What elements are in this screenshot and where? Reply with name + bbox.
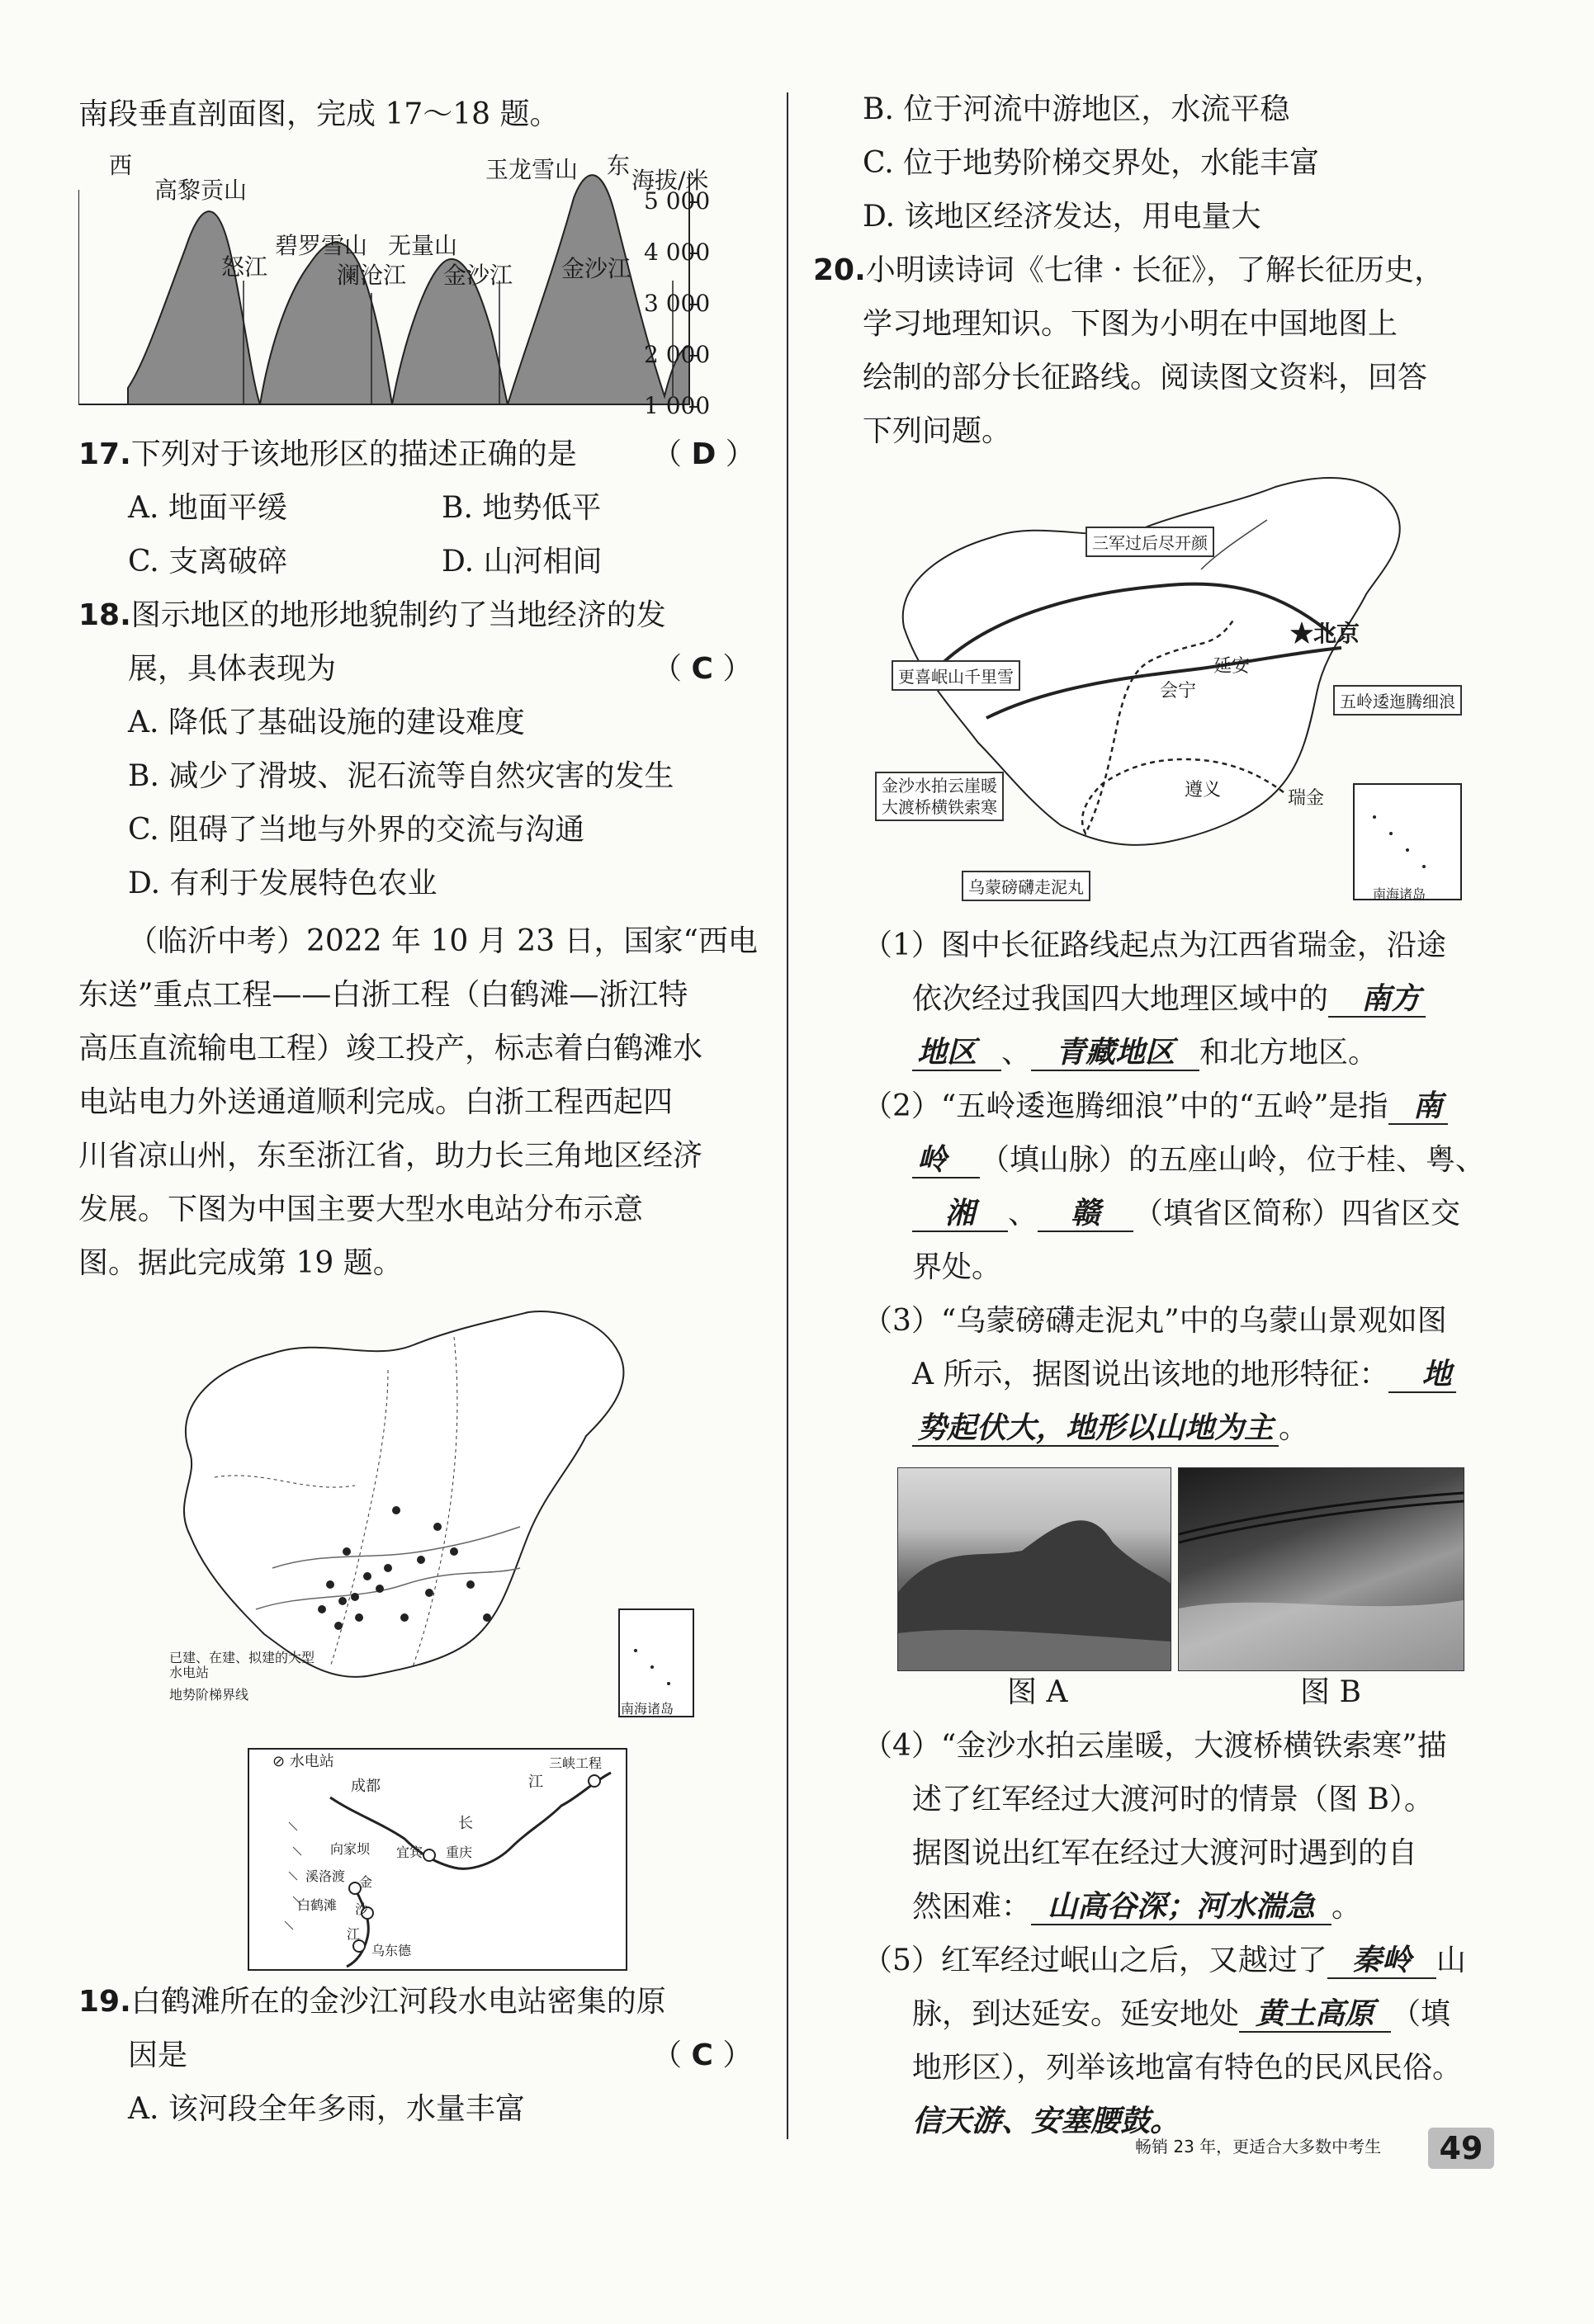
river-jinsha-1: 金沙江	[443, 262, 513, 289]
q19-stem-line1	[78, 1985, 666, 2019]
q18-option-d: D. 有利于发展特色农业	[128, 867, 438, 900]
sub2-answer-1b: 岭	[912, 1143, 980, 1179]
detail-legend	[272, 1754, 334, 1771]
sub1-answer-2: 青藏地区	[1031, 1036, 1199, 1071]
sub1-line2	[912, 982, 1426, 1018]
sub4-answer: 山高谷深；河水湍急	[1031, 1890, 1331, 1925]
q20-stem-line2: 学习地理知识。下图为小明在中国地图上	[863, 307, 1398, 341]
q20-stem-line4: 下列问题。	[863, 414, 1012, 448]
q17-option-b: B. 地势低平	[442, 491, 602, 525]
sub2-line3-text: （填省区简称）四省区交	[1133, 1197, 1461, 1230]
place-baihetan: 白鹤滩	[297, 1897, 338, 1913]
photo-a-wumeng	[897, 1467, 1171, 1671]
q17-option-d: D. 山河相间	[442, 545, 603, 579]
sub5-answer-1: 秦岭	[1327, 1944, 1436, 1979]
place-xiluodu: 溪洛渡	[305, 1868, 346, 1884]
passage-line-6: 发展。下图为中国主要大型水电站分布示意	[78, 1193, 644, 1226]
hydro-station-icon: ⊘	[272, 1753, 290, 1770]
tick-2000: 2 000	[644, 341, 711, 368]
peak-gaoligong: 高黎贡山	[154, 177, 248, 204]
sub5-line1-tail: 山	[1436, 1944, 1466, 1977]
river-lancang: 澜沧江	[337, 262, 407, 289]
place-sha: 沙	[355, 1901, 369, 1917]
altitude-axis-title: 海拔/米	[631, 167, 709, 194]
place-nanhai: 南海诸岛	[1373, 886, 1426, 902]
q18-answer-box: （ C ）	[652, 652, 753, 686]
q18-stem-text: 图示地区的地形地貌制约了当地经济的发	[130, 598, 666, 632]
q18-option-c: C. 阻碍了当地与外界的交流与沟通	[128, 813, 585, 847]
q17-answer: D	[691, 437, 717, 471]
peak-biluo: 碧罗雪山	[275, 232, 368, 259]
q19-number: 19.	[78, 1985, 131, 2019]
sub5-line1-text: （5）红军经过岷山之后，又越过了	[863, 1944, 1327, 1977]
sub1-sep: 、	[1001, 1036, 1032, 1070]
q19-option-d: D. 该地区经济发达，用电量大	[863, 200, 1261, 234]
page-number: 49	[1428, 2128, 1494, 2169]
river-nu: 怒江	[221, 253, 268, 281]
q18-option-a: A. 降低了基础设施的建设难度	[128, 706, 525, 739]
q19-option-c: C. 位于地势阶梯交界处，水能丰富	[863, 146, 1320, 180]
peak-wuliang: 无量山	[388, 232, 458, 259]
photo-b-caption: 图 B	[1300, 1675, 1361, 1709]
sub5-line3: 地形区），列举该地富有特色的民风民俗。	[912, 2051, 1463, 2085]
q17-option-c: C. 支离破碎	[128, 545, 288, 579]
place-beijing: ★北京	[1290, 620, 1360, 647]
sub5-answer-3: 信天游、安塞腰鼓。	[912, 2104, 1180, 2138]
q19-stem-line2: 因是	[128, 2038, 188, 2072]
sub2-line1-text: （2）“五岭逶迤腾细浪”中的“五岭”是指	[863, 1089, 1388, 1123]
q20-number: 20.	[813, 253, 866, 287]
passage-line-1: （临沂中考）2022 年 10 月 23 日，国家“西电	[128, 924, 758, 958]
sub3-line1: （3）“乌蒙磅礴走泥丸”中的乌蒙山景观如图	[863, 1304, 1447, 1338]
passage-line-5: 川省凉山州，东至浙江省，助力长三角地区经济	[78, 1139, 703, 1173]
profile-intro: 南段垂直剖面图，完成 17～18 题。	[78, 97, 560, 131]
place-jiang-2: 江	[347, 1926, 361, 1942]
place-jiang: 江	[528, 1774, 543, 1791]
q18-answer: C	[691, 652, 713, 686]
sub2-answer-2: 湘	[912, 1197, 1008, 1232]
river-jinsha-2: 金沙江	[561, 255, 631, 282]
passage-line-3: 高压直流输电工程）竣工投产，标志着白鹤滩水	[78, 1032, 703, 1065]
sub5-line2-tail: （填	[1391, 1997, 1451, 2031]
photo-b-dadu	[1178, 1467, 1464, 1671]
hydro-legend-star: 已建、在建、拟建的大型水电站	[169, 1650, 315, 1681]
sub5-line1	[863, 1944, 1466, 1979]
q18-option-b: B. 减少了滑坡、泥石流等自然灾害的发生	[128, 759, 674, 793]
passage-line-4: 电站电力外送通道顺利完成。白浙工程西起四	[78, 1085, 674, 1119]
q17-stem	[78, 437, 577, 471]
sub2-answer-1a: 南	[1388, 1089, 1448, 1125]
sub2-sep: 、	[1008, 1197, 1038, 1230]
place-chengdu: 成都	[351, 1778, 381, 1795]
place-zunyi: 遵义	[1185, 780, 1222, 801]
sub4-line3: 据图说出红军在经过大渡河时遇到的自	[912, 1836, 1418, 1870]
q18-stem-line1	[78, 598, 666, 632]
q18-stem-line2: 展，具体表现为	[128, 652, 337, 686]
footer-slogan: 畅销 23 年，更适合大多数中考生	[1135, 2137, 1382, 2156]
label-jinsha: 金沙水拍云崖暖	[882, 776, 997, 796]
sub4-line2: 述了红军经过大渡河时的情景（图 B）。	[912, 1783, 1434, 1816]
sub5-line2-text: 脉，到达延安。延安地处	[912, 1997, 1240, 2031]
sub1-line1: （1）图中长征路线起点为江西省瑞金，沿途	[863, 928, 1446, 962]
place-ruijin: 瑞金	[1288, 788, 1325, 809]
east-label: 东	[607, 152, 631, 179]
peak-yulong: 玉龙雪山	[485, 156, 579, 183]
tick-4000: 4 000	[644, 239, 711, 266]
sub3-end: 。	[1279, 1411, 1309, 1445]
q17-stem-text: 下列对于该地形区的描述正确的是	[130, 437, 577, 471]
sub2-line3	[912, 1197, 1460, 1232]
label-jinsha-dadu	[875, 772, 1004, 821]
sub1-line3-text: 和北方地区。	[1199, 1036, 1379, 1070]
sub4-line4-text: 然困难：	[912, 1890, 1032, 1924]
passage-line-7: 图。据此完成第 19 题。	[78, 1246, 403, 1280]
tick-1000: 1 000	[644, 392, 711, 419]
place-huining: 会宁	[1160, 681, 1197, 701]
place-xiangjiaba: 向家坝	[330, 1841, 371, 1857]
q19-answer-box: （ C ）	[652, 2038, 753, 2072]
q18-number: 18.	[78, 598, 131, 632]
sub1-line2-text: 依次经过我国四大地理区域中的	[912, 982, 1329, 1016]
west-label: 西	[109, 152, 133, 179]
sub2-line2-text: （填山脉）的五座山岭，位于桂、粤、	[980, 1143, 1486, 1177]
q19-option-a: A. 该河段全年多雨，水量丰富	[128, 2092, 525, 2126]
q19-answer: C	[691, 2038, 713, 2072]
label-dadu: 大渡桥横铁索寒	[882, 797, 997, 817]
place-sanxia: 三峡工程	[549, 1755, 603, 1771]
sub4-line4	[912, 1890, 1361, 1925]
hydro-inset-label: 南海诸岛	[621, 1701, 674, 1717]
sub5-line2	[912, 1997, 1450, 2033]
detail-legend-text: 水电站	[289, 1753, 334, 1770]
q17-option-a: A. 地面平缓	[128, 491, 287, 525]
label-minshan: 更喜岷山千里雪	[892, 660, 1020, 691]
tick-3000: 3 000	[644, 290, 711, 317]
place-wudongde: 乌东德	[371, 1943, 412, 1958]
place-jin: 金	[359, 1874, 373, 1890]
photo-a-caption: 图 A	[1007, 1675, 1068, 1709]
q20-stem-line1	[813, 253, 1444, 287]
label-wumeng: 乌蒙磅礴走泥丸	[962, 871, 1090, 901]
q20-stem-line3: 绘制的部分长征路线。阅读图文资料，回答	[863, 361, 1428, 394]
sub3-line2	[912, 1358, 1456, 1393]
q19-stem-text: 白鹤滩所在的金沙江河段水电站密集的原	[130, 1985, 666, 2019]
label-wuling: 五岭逶迤腾细浪	[1333, 685, 1462, 716]
sub5-answer-2: 黄土高原	[1239, 1997, 1391, 2033]
q17-answer-box: （ D ）	[652, 437, 755, 471]
sub1-line3	[912, 1036, 1378, 1071]
sub1-answer-1b: 地区	[912, 1036, 1001, 1071]
place-chang: 长	[458, 1815, 473, 1832]
tick-5000: 5 000	[644, 187, 711, 215]
sub1-answer-1a: 南方	[1328, 982, 1426, 1018]
place-yanan: 延安	[1213, 656, 1251, 677]
jinsha-detail-map	[248, 1748, 627, 1971]
place-yibin: 宜宾	[396, 1845, 423, 1860]
hydro-legend-line: 地势阶梯界线	[169, 1687, 249, 1703]
label-sanjun: 三军过后尽开颜	[1086, 527, 1214, 557]
sub4-end: 。	[1331, 1890, 1362, 1924]
sub2-line4: 界处。	[912, 1250, 1002, 1284]
sub4-line1: （4）“金沙水拍云崖暖，大渡桥横铁索寒”描	[863, 1729, 1447, 1763]
sub3-line2-text: A 所示，据图说出该地的地形特征：	[912, 1358, 1389, 1391]
sub2-answer-3: 赣	[1038, 1197, 1133, 1232]
q20-stem-text: 小明读诗词《七律 · 长征》，了解长征历史，	[865, 253, 1445, 287]
sub3-answer-2: 势起伏大，地形以山地为主	[912, 1411, 1279, 1447]
q17-number: 17.	[78, 437, 131, 471]
sub2-line2	[912, 1143, 1485, 1179]
q19-option-b: B. 位于河流中游地区，水流平稳	[863, 92, 1290, 126]
place-chongqing: 重庆	[446, 1845, 473, 1860]
passage-line-2: 东送”重点工程——白浙工程（白鹤滩—浙江特	[78, 978, 688, 1012]
sub3-line3	[912, 1411, 1308, 1447]
sub2-line1	[863, 1089, 1448, 1125]
sub3-answer-1: 地	[1388, 1358, 1456, 1393]
